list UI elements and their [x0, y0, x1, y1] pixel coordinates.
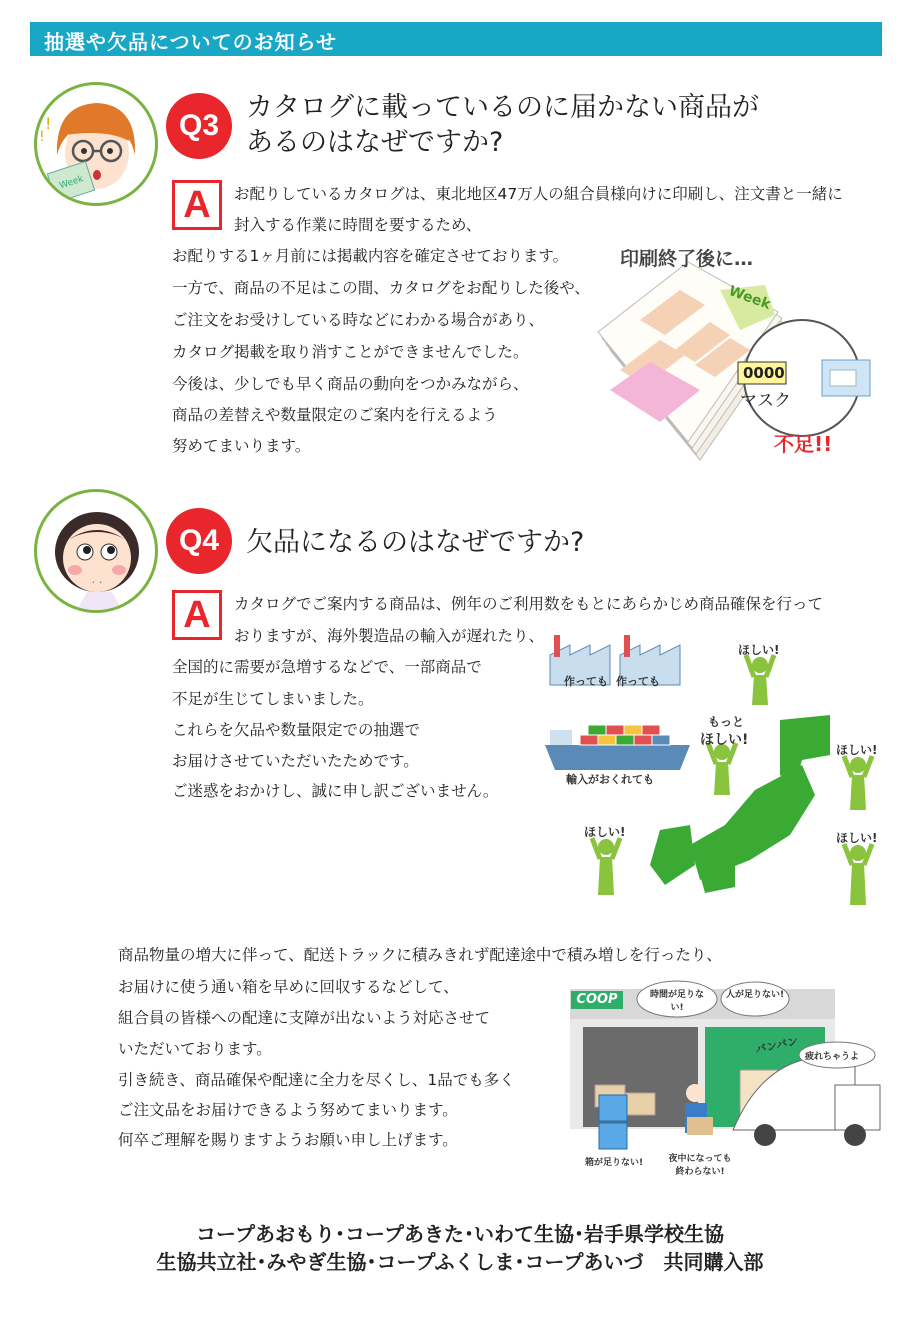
want-label-1: ほしい!	[738, 643, 780, 657]
q4-answer-badge: A	[172, 590, 222, 640]
svg-text:!: !	[45, 114, 52, 133]
box-short-label: 箱が足りない!	[585, 1158, 644, 1168]
q3-question	[246, 90, 759, 160]
delivery-illustration	[565, 975, 885, 1180]
delivery-line: 組合員の皆様への配達に支障が出ないよう対応させて	[118, 1009, 491, 1027]
want-label-3: ほしい!	[836, 743, 878, 757]
q3-question-line: カタログに載っているのに届かない商品が	[246, 92, 759, 123]
mask-label: マスク	[740, 391, 791, 411]
q3-answer-line: お配りする1ヶ月前には掲載内容を確定させております。	[172, 247, 569, 265]
catalog-illustration	[580, 240, 880, 470]
want-label-2b: ほしい!	[700, 732, 749, 748]
q3-answer-badge: A	[172, 180, 222, 230]
price-tag: 0000	[743, 364, 785, 382]
ship-label: 輸入がおくれても	[566, 773, 654, 786]
factory-label-1: 作っても	[564, 675, 608, 688]
want-label-5: ほしい!	[836, 831, 878, 845]
q3-badge: Q3	[166, 93, 232, 159]
night-label: 夜中になっても終わらない!	[668, 1154, 732, 1177]
delivery-line: いただいております。	[118, 1040, 272, 1058]
q3-answer-line: 封入する作業に時間を要するため、	[234, 216, 482, 234]
factory-label-2: 作っても	[616, 675, 660, 688]
shortage-label: 不足!!	[774, 432, 833, 456]
bubble-time: 時間が足りない!	[649, 990, 704, 1013]
footer-line-1: コープあおもり･コープあきた･いわて生協･岩手県学校生協	[196, 1222, 724, 1246]
q3-answer-line: ご注文をお受けしている時などにわかる場合があり、	[172, 311, 545, 329]
supply-demand-illustration	[540, 625, 890, 915]
q4-answer-line: お届けさせていただいたためです。	[172, 752, 419, 770]
delivery-line: 商品物量の増大に伴って、配送トラックに積みきれず配達途中で積み増しを行ったり、	[118, 946, 722, 964]
q3-question-line: あるのはなぜですか?	[246, 127, 504, 158]
q3-answer-line: 努めてまいります。	[172, 437, 311, 455]
q3-answer-line: カタログ掲載を取り消すことができませんでした。	[172, 343, 529, 361]
q4-answer-line: 不足が生じてしまいました。	[172, 690, 374, 708]
catalog-week-tag: Week	[726, 283, 773, 313]
coop-store-sign: COOP	[571, 991, 623, 1009]
q3-answer-line: 一方で、商品の不足はこの間、カタログをお配りした後や、	[172, 279, 590, 297]
q4-badge: Q4	[166, 508, 232, 574]
q4-answer-line: カタログでご案内する商品は、例年のご利用数をもとにあらかじめ商品確保を行って	[234, 595, 824, 613]
catalog-caption: 印刷終了後に…	[620, 248, 754, 270]
svg-text:!: !	[39, 129, 45, 145]
delivery-line: ご注文品をお届けできるよう努めてまいります。	[118, 1101, 458, 1119]
q3-answer-line: お配りしているカタログは、東北地区47万人の組合員様向けに印刷し、注文書と一緒に	[234, 185, 843, 203]
delivery-line: お届けに使う通い箱を早めに回収するなどして、	[118, 978, 459, 996]
woman-glasses-avatar	[34, 82, 158, 206]
svg-text:Week: Week	[58, 174, 85, 192]
delivery-line: 何卒ご理解を賜りますようお願い申し上げます。	[118, 1131, 458, 1149]
q3-answer-line: 商品の差替えや数量限定のご案内を行えるよう	[172, 406, 498, 424]
girl-thinking-avatar	[34, 489, 158, 613]
q4-answer-line: おりますが、海外製造品の輸入が遅れたり、	[234, 627, 545, 645]
footer-line-2: 生協共立社･みやぎ生協･コープふくしま･コープあいづ 共同購入部	[156, 1250, 764, 1274]
want-label-4: ほしい!	[584, 825, 626, 839]
delivery-line: 引き続き、商品確保や配達に全力を尽くし、1品でも多く	[118, 1071, 515, 1089]
header-banner	[30, 22, 882, 56]
want-label-2a: もっと	[708, 715, 745, 729]
q4-answer-line: これらを欠品や数量限定での抽選で	[172, 721, 421, 739]
q3-answer-line: 今後は、少しでも早く商品の動向をつかみながら、	[172, 375, 529, 393]
q4-answer-line: ご迷惑をおかけし、誠に申し訳ございません。	[172, 782, 499, 800]
q4-answer-line: 全国的に需要が急増するなどで、一部商品で	[172, 658, 482, 676]
tired-bubble: 疲れちゃうよ	[805, 1052, 860, 1062]
q4-question: 欠品になるのはなぜですか?	[246, 527, 585, 558]
packing-sound: バンバン	[754, 1034, 800, 1057]
bubble-people: 人が足りない!	[725, 990, 785, 1000]
header-title: 抽選や欠品についてのお知らせ	[44, 30, 337, 54]
